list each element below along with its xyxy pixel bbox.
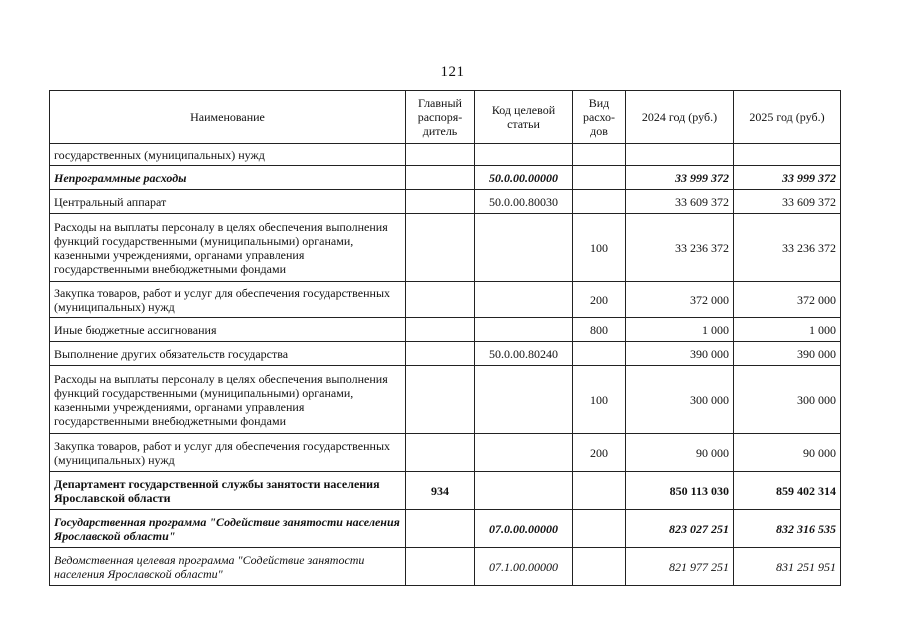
row-type — [573, 472, 626, 510]
row-name: Ведомственная целевая программа "Содействие занятости населения Ярославской области" — [50, 548, 406, 586]
row-2024: 33 999 372 — [626, 166, 734, 190]
row-chief — [406, 510, 475, 548]
row-code — [475, 214, 573, 282]
row-code — [475, 318, 573, 342]
header-year-2025: 2025 год (руб.) — [734, 91, 841, 144]
row-code — [475, 282, 573, 318]
row-type: 100 — [573, 214, 626, 282]
row-name: Непрограммные расходы — [50, 166, 406, 190]
row-code: 50.0.00.80240 — [475, 342, 573, 366]
row-chief — [406, 366, 475, 434]
row-code: 50.0.00.00000 — [475, 166, 573, 190]
table-row — [50, 472, 841, 510]
table-row — [50, 190, 841, 214]
header-expense-type: Вид расхо-дов — [573, 91, 626, 144]
row-type — [573, 166, 626, 190]
row-code: 50.0.00.80030 — [475, 190, 573, 214]
row-2024: 821 977 251 — [626, 548, 734, 586]
row-2025: 33 609 372 — [734, 190, 841, 214]
row-type: 100 — [573, 366, 626, 434]
row-chief — [406, 548, 475, 586]
row-2025: 90 000 — [734, 434, 841, 472]
row-type — [573, 510, 626, 548]
row-2024: 390 000 — [626, 342, 734, 366]
row-chief: 934 — [406, 472, 475, 510]
row-code: 07.1.00.00000 — [475, 548, 573, 586]
header-chief-admin: Главный распоря-дитель — [406, 91, 475, 144]
row-2025: 33 999 372 — [734, 166, 841, 190]
table-row — [50, 342, 841, 366]
row-2024: 372 000 — [626, 282, 734, 318]
row-type — [573, 342, 626, 366]
row-chief — [406, 282, 475, 318]
row-2024: 1 000 — [626, 318, 734, 342]
row-2025: 1 000 — [734, 318, 841, 342]
row-name: Государственная программа "Содействие занятости населения Ярославской области" — [50, 510, 406, 548]
row-2025: 390 000 — [734, 342, 841, 366]
header-name: Наименование — [50, 91, 406, 144]
row-2024: 850 113 030 — [626, 472, 734, 510]
budget-table — [49, 90, 841, 586]
row-2024: 823 027 251 — [626, 510, 734, 548]
row-2025: 832 316 535 — [734, 510, 841, 548]
header-year-2024: 2024 год (руб.) — [626, 91, 734, 144]
row-code — [475, 366, 573, 434]
table-row — [50, 366, 841, 434]
table-row — [50, 434, 841, 472]
row-code — [475, 144, 573, 166]
row-name: Центральный аппарат — [50, 190, 406, 214]
row-2025 — [734, 144, 841, 166]
row-2025: 859 402 314 — [734, 472, 841, 510]
row-name: Выполнение других обязательств государства — [50, 342, 406, 366]
row-chief — [406, 342, 475, 366]
row-2024 — [626, 144, 734, 166]
row-2024: 300 000 — [626, 366, 734, 434]
row-type — [573, 548, 626, 586]
row-type: 200 — [573, 434, 626, 472]
row-name: государственных (муниципальных) нужд — [50, 144, 406, 166]
row-2025: 831 251 951 — [734, 548, 841, 586]
table-row — [50, 318, 841, 342]
table-row — [50, 166, 841, 190]
row-chief — [406, 144, 475, 166]
row-type — [573, 190, 626, 214]
row-chief — [406, 190, 475, 214]
row-2025: 300 000 — [734, 366, 841, 434]
row-chief — [406, 214, 475, 282]
row-chief — [406, 318, 475, 342]
row-code: 07.0.00.00000 — [475, 510, 573, 548]
row-2024: 33 236 372 — [626, 214, 734, 282]
row-chief — [406, 434, 475, 472]
row-name: Департамент государственной службы занятости населения Ярославской области — [50, 472, 406, 510]
table-row — [50, 282, 841, 318]
row-type: 800 — [573, 318, 626, 342]
row-name: Иные бюджетные ассигнования — [50, 318, 406, 342]
row-name: Закупка товаров, работ и услуг для обеспечения государственных (муниципальных) нужд — [50, 282, 406, 318]
row-code — [475, 472, 573, 510]
table-row — [50, 144, 841, 166]
row-name: Закупка товаров, работ и услуг для обеспечения государственных (муниципальных) нужд — [50, 434, 406, 472]
row-chief — [406, 166, 475, 190]
table-row — [50, 214, 841, 282]
table-header-row — [50, 91, 841, 144]
row-2024: 90 000 — [626, 434, 734, 472]
row-type — [573, 144, 626, 166]
row-type: 200 — [573, 282, 626, 318]
row-name: Расходы на выплаты персоналу в целях обеспечения выполнения функций государственными (муниципальными) органами, казенными учреждениями, органами управления государственными внебюджетными фондами — [50, 214, 406, 282]
row-name: Расходы на выплаты персоналу в целях обеспечения выполнения функций государственными (муниципальными) органами, казенными учреждениями, органами управления государственными внебюджетными фондами — [50, 366, 406, 434]
table-row — [50, 510, 841, 548]
table-row — [50, 548, 841, 586]
row-2025: 33 236 372 — [734, 214, 841, 282]
page-number: 121 — [440, 64, 465, 80]
header-target-code: Код целевой статьи — [475, 91, 573, 144]
row-2024: 33 609 372 — [626, 190, 734, 214]
row-2025: 372 000 — [734, 282, 841, 318]
row-code — [475, 434, 573, 472]
